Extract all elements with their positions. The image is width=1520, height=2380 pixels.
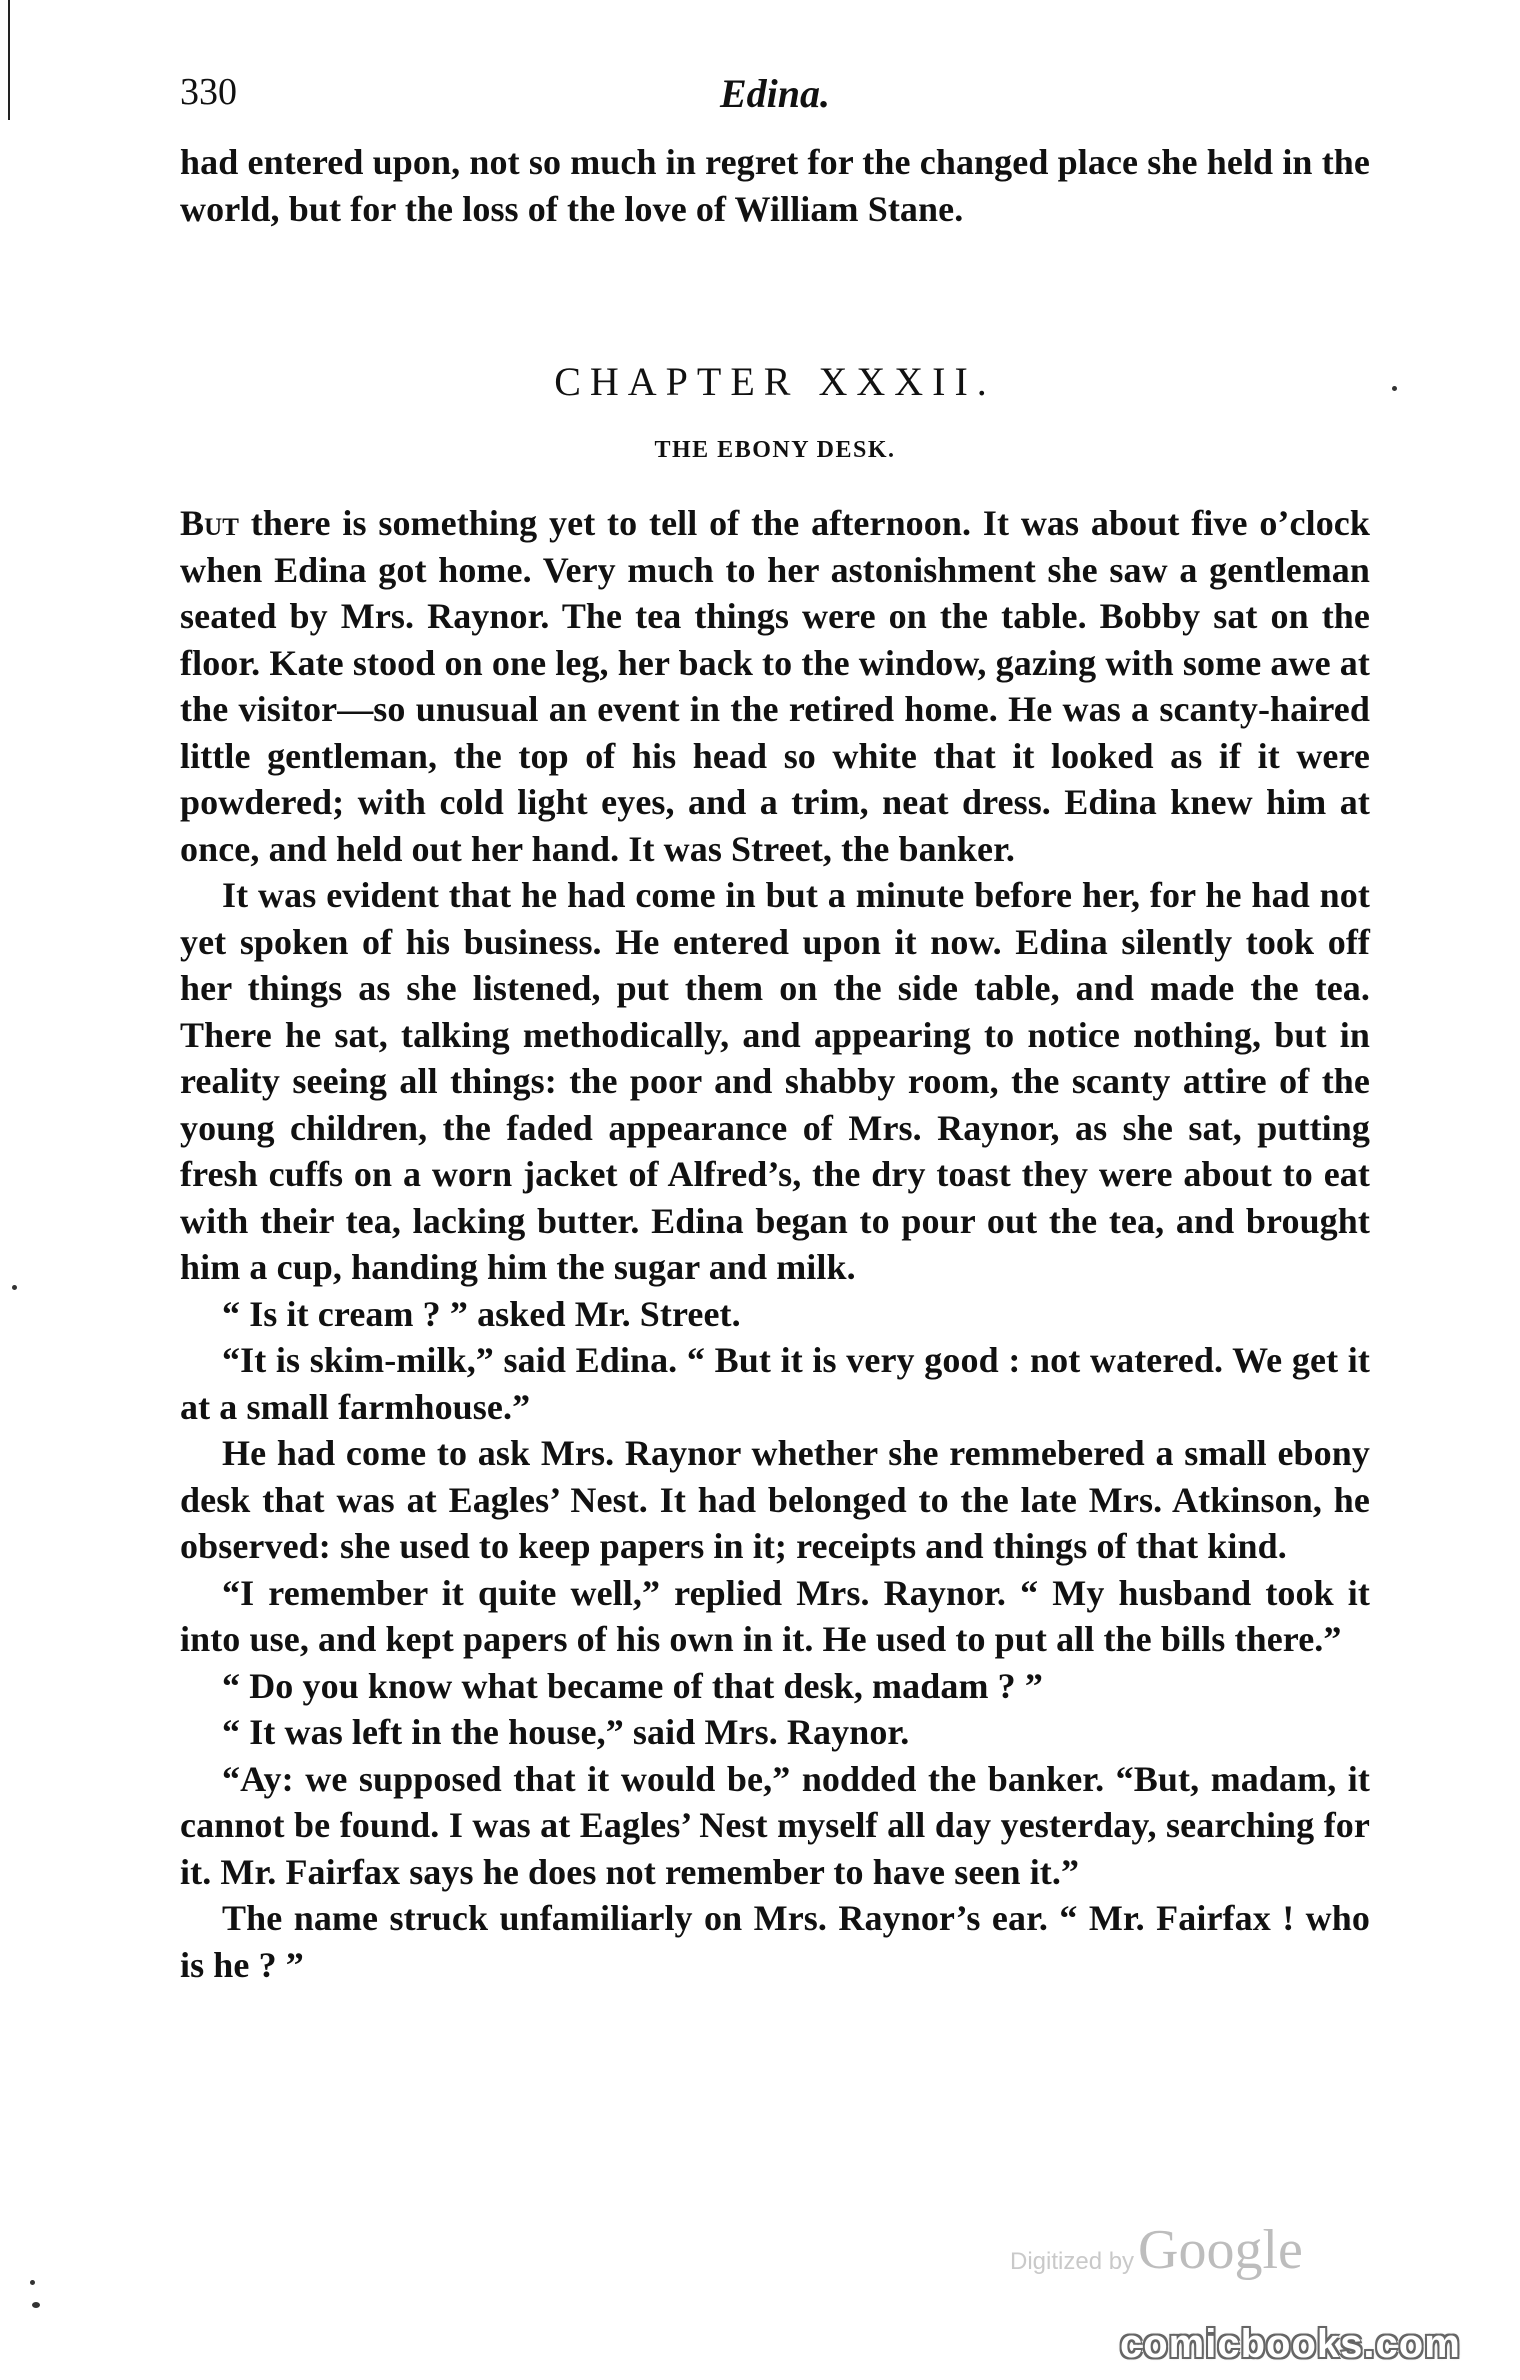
scan-speck	[30, 2280, 35, 2285]
body-paragraph: “ It was left in the house,” said Mrs. Raynor.	[222, 1712, 910, 1752]
page-number: 330	[180, 71, 237, 113]
scan-edge-line	[8, 0, 10, 120]
google-watermark	[1010, 2218, 1340, 2288]
digitized-by-text: Digitized by	[1010, 2248, 1135, 2275]
chapter-body	[180, 500, 1370, 1988]
running-title: Edina.	[719, 71, 831, 116]
body-paragraph: The name struck unfamiliarly on Mrs. Raynor’s ear. “ Mr. Fairfax ! who is he ? ”	[180, 1898, 1370, 1985]
body-paragraph: “ Do you know what became of that desk, madam ? ”	[222, 1665, 1043, 1706]
intro-text	[180, 139, 1370, 232]
scan-speck	[32, 2302, 40, 2308]
body-paragraph: “I remember it quite well,” replied Mrs. Raynor. “ My husband took it into use, and kept papers of his own in it. He used to put all the bills there.”	[180, 1572, 1370, 1659]
body-paragraph: “Ay: we supposed that it would be,” nodded the banker. “But, madam, it cannot be found. I was at Eagles’ Nest myself all day yesterday, searching for it. Mr. Fairfax says he does not remember to have seen it.”	[180, 1758, 1370, 1892]
drop-word: But	[180, 503, 240, 543]
body-paragraph: “ Is it cream ? ” asked Mr. Street.	[222, 1293, 741, 1334]
body-paragraph: He had come to ask Mrs. Raynor whether she remmebered a small ebony desk that was at Eagles’ Nest. It had belonged to the late Mrs. Atkinson, he observed: she used to keep papers in it; receipts and things of that kind.	[180, 1433, 1370, 1566]
google-logo-text: Google	[1138, 2219, 1303, 2281]
page-header	[180, 70, 1370, 130]
chapter-subtitle: THE EBONY DESK.	[654, 437, 896, 463]
chapter-heading: CHAPTER XXXII.	[554, 359, 996, 404]
body-paragraph: It was evident that he had come in but a minute before her, for he had not yet spoken of his business. He entered upon it now. Edina silently took off her things as she listened, put them on the side table, and made the tea. There he sat, talking methodically, and appearing to notice nothing, but in reality seeing all things: the poor and shabby room, the scanty attire of the young children, the faded appearance of Mrs. Raynor, as she sat, putting fresh cuffs on a worn jacket of Alfred’s, the dry toast they were about to eat with their tea, lacking butter. Edina began to pour out the tea, and brought him a cup, handing him the sugar and milk.	[180, 875, 1370, 1287]
first-paragraph-text: there is something yet to tell of the afternoon. It was about five o’clock when Edina got home. Very much to her astonishment she saw a gentleman seated by Mrs. Raynor. The tea things were on the table. Bobby sat on the floor. Kate stood on one leg, her back to the window, gazing with some awe at the visitor—so unusual an event in the retired home. He was a scanty-haired little gentleman, the top of his head so white that it looked as if it were powdered; with cold light eyes, and a trim, neat dress. Edina knew him at once, and held out her hand. It was Street, the banker.	[180, 503, 1370, 869]
intro-paragraph: had entered upon, not so much in regret for the changed place she held in the world, but for the loss of the love of William Stane.	[180, 142, 1370, 229]
scan-speck	[12, 1285, 17, 1290]
body-paragraph-1	[180, 500, 1370, 872]
site-watermark: comicbooks.com	[1120, 2322, 1461, 2366]
scan-speck	[1392, 386, 1397, 391]
body-paragraph: “It is skim-milk,” said Edina. “ But it is very good : not watered. We get it at a small farmhouse.”	[180, 1340, 1370, 1427]
